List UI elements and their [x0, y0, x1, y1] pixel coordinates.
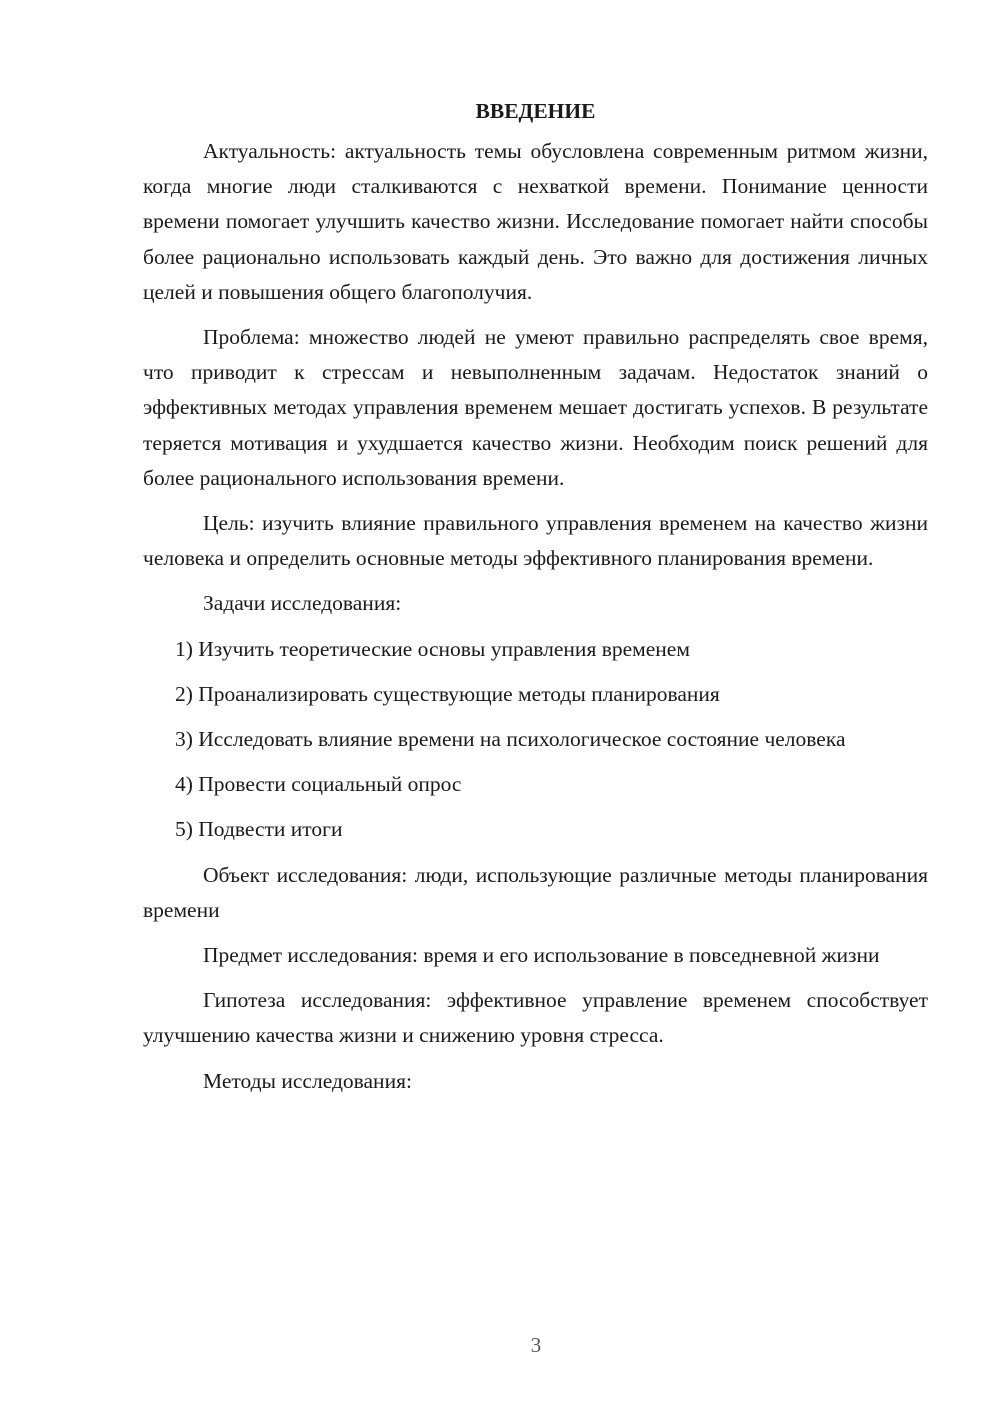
paragraph-hypothesis: Гипотеза исследования: эффективное управление временем способствует улучшению качества жизни и снижению уровня стресса.	[143, 988, 928, 1048]
task-item-3: 3) Исследовать влияние времени на психологическое состояние человека	[175, 727, 846, 752]
task-item-2: 2) Проанализировать существующие методы планирования	[175, 681, 720, 706]
methods-heading: Методы исследования:	[203, 1068, 412, 1093]
tasks-heading: Задачи исследования:	[203, 591, 402, 616]
paragraph-problem: Проблема: множество людей не умеют правильно распределять свое время, что приводит к стрессам и невыполненным задачам. Недостаток знаний о эффективных методах управления временем мешает достигать успехов. В результате теряется мотивация и ухудшается качество жизни. Необходим поиск решений для более рационального использования времени.	[143, 325, 928, 490]
section-title: ВВЕДЕНИЕ	[475, 99, 596, 123]
document-page	[143, 96, 928, 1109]
paragraph-goal: Цель: изучить влияние правильного управления временем на качество жизни человека и определить основные методы эффективного планирования времени.	[143, 511, 928, 571]
paragraph-subject: Предмет исследования: время и его использование в повседневной жизни	[203, 943, 880, 968]
paragraph-relevance: Актуальность: актуальность темы обусловлена современным ритмом жизни, когда многие люди сталкиваются с нехваткой времени. Понимание ценности времени помогает улучшить качество жизни. Исследование помогает найти способы более рационально использовать каждый день. Это важно для достижения личных целей и повышения общего благополучия.	[143, 139, 928, 304]
task-item-5: 5) Подвести итоги	[175, 817, 343, 842]
task-item-1: 1) Изучить теоретические основы управления временем	[175, 636, 690, 661]
paragraph-object: Объект исследования: люди, использующие различные методы планирования времени	[143, 862, 928, 922]
task-item-4: 4) Провести социальный опрос	[175, 772, 462, 797]
page-number: 3	[530, 1333, 542, 1357]
